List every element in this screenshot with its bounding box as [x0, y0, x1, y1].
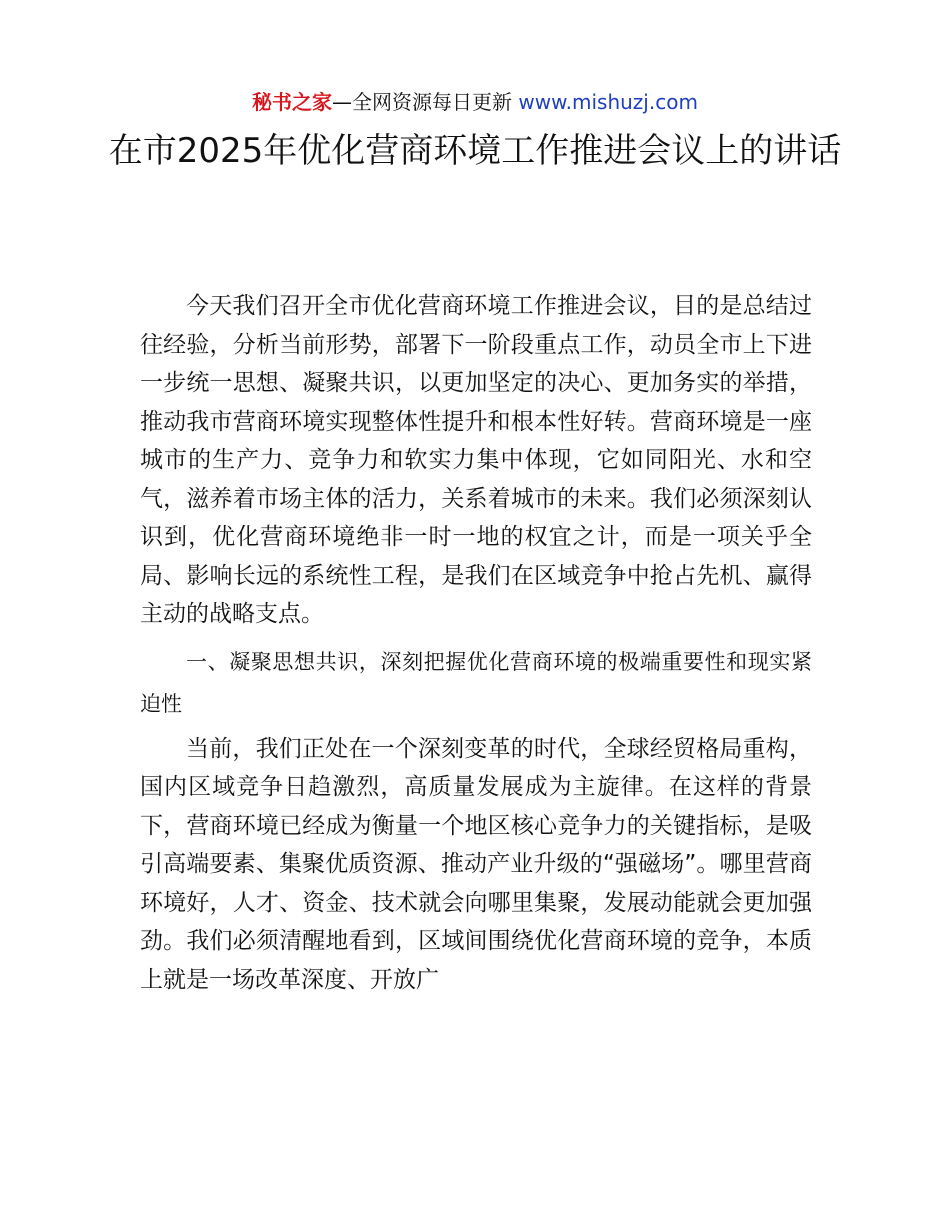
paragraph-intro: 今天我们召开全市优化营商环境工作推进会议，目的是总结过往经验，分析当前形势，部署下一阶段重点工作，动员全市上下进一步统一思想、凝聚共识，以更加坚定的决心、更加务实的举措，推动我市营商环境实现整体性提升和根本性好转。营商环境是一座城市的生产力、竞争力和软实力集中体现，它如同阳光、水和空气，滋养着市场主体的活力，关系着城市的未来。我们必须深刻认识到，优化营商环境绝非一时一地的权宜之计，而是一项关乎全局、影响长远的系统性工程，是我们在区域竞争中抢占先机、赢得主动的战略支点。 [140, 293, 812, 627]
site-tagline: —全网资源每日更新 [332, 90, 519, 114]
document-body [140, 287, 812, 999]
document-title: 在市2025年优化营商环境工作推进会议上的讲话 [108, 131, 842, 171]
paragraph-section-1: 当前，我们正处在一个深刻变革的时代，全球经贸格局重构，国内区域竞争日趋激烈，高质量发展成为主旋律。在这样的背景下，营商环境已经成为衡量一个地区核心竞争力的关键指标，是吸引高端要素、集聚优质资源、推动产业升级的“强磁场”。哪里营商环境好，人才、资金、技术就会向哪里集聚，发展动能就会更加强劲。我们必须清醒地看到，区域间围绕优化营商环境的竞争，本质上就是一场改革深度、开放广 [140, 735, 812, 993]
site-url-link[interactable]: www.mishuzj.com [518, 90, 698, 114]
section-heading: 一、凝聚思想共识，深刻把握优化营商环境的极端重要性和现实紧迫性 [140, 649, 812, 716]
site-header [0, 88, 950, 116]
site-brand: 秘书之家 [252, 90, 333, 114]
